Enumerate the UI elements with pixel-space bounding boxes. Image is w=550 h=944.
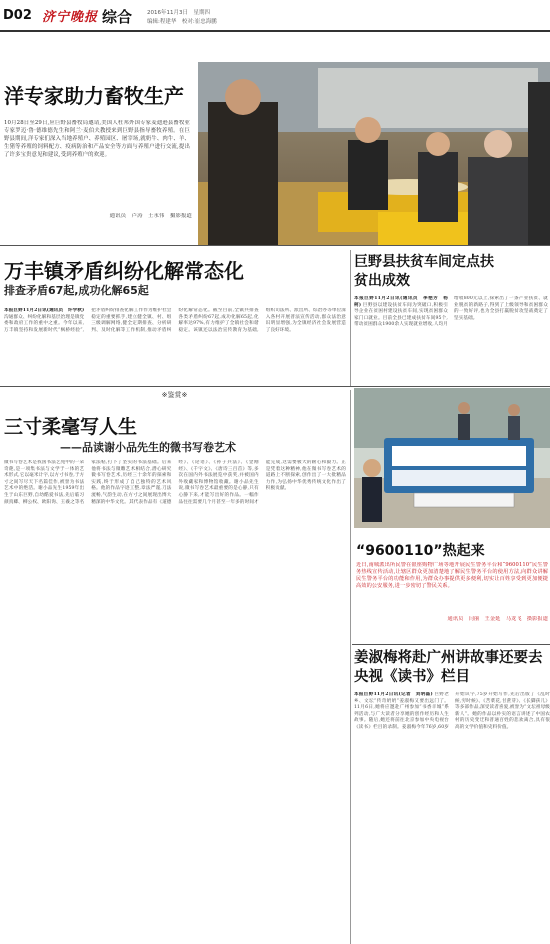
section-rule xyxy=(0,386,550,387)
section-rule xyxy=(0,245,550,246)
section-rule xyxy=(352,644,550,645)
brand-logo: 济宁晚报 xyxy=(42,10,99,25)
article-body xyxy=(4,308,346,376)
story-calligraphy xyxy=(0,388,349,944)
headline: 姜淑梅将赴广州讲故事还要去央视《读书》栏目 xyxy=(354,650,543,685)
farm-visit-illustration xyxy=(198,62,550,245)
article-lead: 本报巨野11月2日讯(通讯员 许学秋) xyxy=(4,308,85,313)
photo-credit: 通讯员 闫丽 王金延 马龙飞 摄影报道 xyxy=(447,616,548,622)
livestock-photo xyxy=(198,62,550,245)
column-rule xyxy=(350,250,351,386)
photo-caption: 10月28日至29日,应巨野县畜牧局邀请,美国人杜邦外国专家麦迪逊县畜牧业专家罗迈·鲁·德维德先生和阿兰·麦伯夫教授来到巨野县指导畜牧养殖。在巨野县期间,洋专家们深入当地养殖户、养殖园区、屠宰场,就奶牛、肉牛、羊、生猪等养殖的饲料配方、疫病防治和产品安全等方面与养殖户进行交流,提出了许多宝贵意见和建议,受到养殖户的欢迎。 xyxy=(4,120,190,158)
section-title: 综合 xyxy=(102,8,133,26)
photo-credit: 通讯员 卢涛 王永伟 摄影报道 xyxy=(109,213,192,219)
headline: 万丰镇矛盾纠纷化解常态化 xyxy=(4,259,244,283)
article-body xyxy=(354,692,550,940)
column-rule xyxy=(350,390,351,944)
hotline-event-illustration xyxy=(354,388,550,528)
article-text: 巨野县以建设扶贫车间为突破口,积极引导企业在贫困村建设扶贫车间,实现贫困群众家门口就业。目前全县已建成扶贫车间95个,带动贫困群众1900余人实现就业增收,人均月增收800元以上,探索出了一条产业扶贫、就业脱贫的新路子,得到了上级领导和贫困群众的一致好评,也为全县打赢脱贫攻坚战奠定了坚实基础。 xyxy=(354,296,548,328)
header-rule xyxy=(0,30,550,32)
headline: 洋专家助力畜牧生产 xyxy=(4,84,184,108)
story-wanfeng xyxy=(0,250,349,380)
story-poverty xyxy=(354,250,548,380)
subheadline: ——品读谢小品先生的微书写卷艺术 xyxy=(60,441,236,454)
hotline-photo xyxy=(354,388,550,528)
page-code: D02 xyxy=(3,8,32,23)
subheadline: 排查矛盾67起,成功化解65起 xyxy=(4,284,149,297)
section-label: ※鉴赏※ xyxy=(161,391,188,399)
article-text: 巨野老乡、文坛“传奇奶奶”姜淑梅又要出远门了。11月6日,她将应邀赴广州参加“书香羊城”系列活动,与广大读者分享她的创作经历和人生故事。随后,她还将前往北京参加中央电视台《读书》栏目的录制。姜淑梅今年76岁,60岁开始识字,75岁开始写作,先后出版了《乱时候,穷时候》、《苦菜花,甘蔗芽》、《长脚孩儿》等多部作品,深受读者喜爱,被誉为“文坛祖母级新人”。她的作品以朴实的语言讲述了中国农村的历史变迁和普通百姓的悲欢离合,具有很高的文学价值和史料价值。 xyxy=(354,692,550,730)
article-lead: 本报巨野11月2日讯(通讯员 李艳芳 杨柯) xyxy=(354,296,448,308)
article-lead: 本报巨野11月2日讯(记者 刘明磊) xyxy=(354,692,433,697)
editor-line: 编辑:程建华 校对:崔忠海鹏 xyxy=(147,19,217,25)
article-body: 微书写卷艺术是我国书法艺苑中的一朵奇葩,是一项集书法与文学于一体的艺术形式,它以毫米计字,以方寸书卷,于方寸之间写尽天下名篇佳作,被誉为书法艺术中的绝活。谢小品先生1959年出生于山东巨野,自幼酷爱书法,先后临习颜真卿、柳公权、欧阳询、王羲之等名家法帖,打下了坚实的书法基础。后来他将书法与微雕艺术相结合,潜心研究微书写卷艺术,历经三十余年的探索和实践,终于形成了自己独特的艺术风格。他的作品字迹工整,章法严谨,刀法流畅,气韵生动,在方寸之间展现出博大精深的中华文化。其代表作品有《道德经》、《论语》、《孙子兵法》、《金刚经》、《千字文》、《唐诗三百首》等,多次在国内外书法展览中获奖,并被国内外收藏家和博物馆收藏。谢小品先生说,微书写卷艺术最重要的是心静,只有心静下来,才能写出好的作品。一幅作品往往需要几个月甚至一年多的时间才能完成,这需要极大的耐心和毅力。正是凭着这种精神,他在微书写卷艺术的道路上不断探索,创作出了一大批精品力作,为弘扬中华优秀传统文化作出了积极贡献。 xyxy=(4,460,346,505)
article-text: 沟通群众、纠纷化解和基层治理是镇党委和政府工作的重中之重。今年以来,万丰镇坚持和发展新时代“枫桥经验”,把矛盾纠纷排查化解工作作为维护社会稳定的重要抓手,建立健全镇、村、组三级调解网络,健全定期排查、分析研判、及时化解等工作机制,推动矛盾纠纷化解常态化。截至目前,全镇共排查各类矛盾纠纷67起,成功化解65起,化解率达97%,有力维护了全镇社会和谐稳定。该镇还以法治宣传教育为基础,组织司法所、派出所、综治办等单位深入各村开展普法宣传活动,群众法治意识明显增强,为全镇经济社会发展营造了良好环境。 xyxy=(4,308,346,333)
article-body xyxy=(354,296,548,382)
headline: 巨野县扶贫车间定点扶贫出成效 xyxy=(354,254,494,289)
headline: “9600110”热起来 xyxy=(356,543,485,559)
story-jiang-shumei xyxy=(354,648,550,944)
story-hotline xyxy=(354,388,550,643)
issue-date: 2016年11月3日 星期四 xyxy=(147,10,210,16)
article-body: 近日,南城派出所民警在银座购物广场等地开展民生警务平台和“9600110”民生警务热线宣传活动,让辖区群众更加清楚地了解民生警务平台的使用方法,向群众讲解民生警务平台的功能和作用,为群众办事提供更多便利,切实让百姓享受到更加便捷高效的公安服务,进一步密切了警民关系。 xyxy=(356,562,548,589)
story-livestock xyxy=(0,35,550,245)
headline: 三寸柔毫写人生 xyxy=(4,416,138,438)
